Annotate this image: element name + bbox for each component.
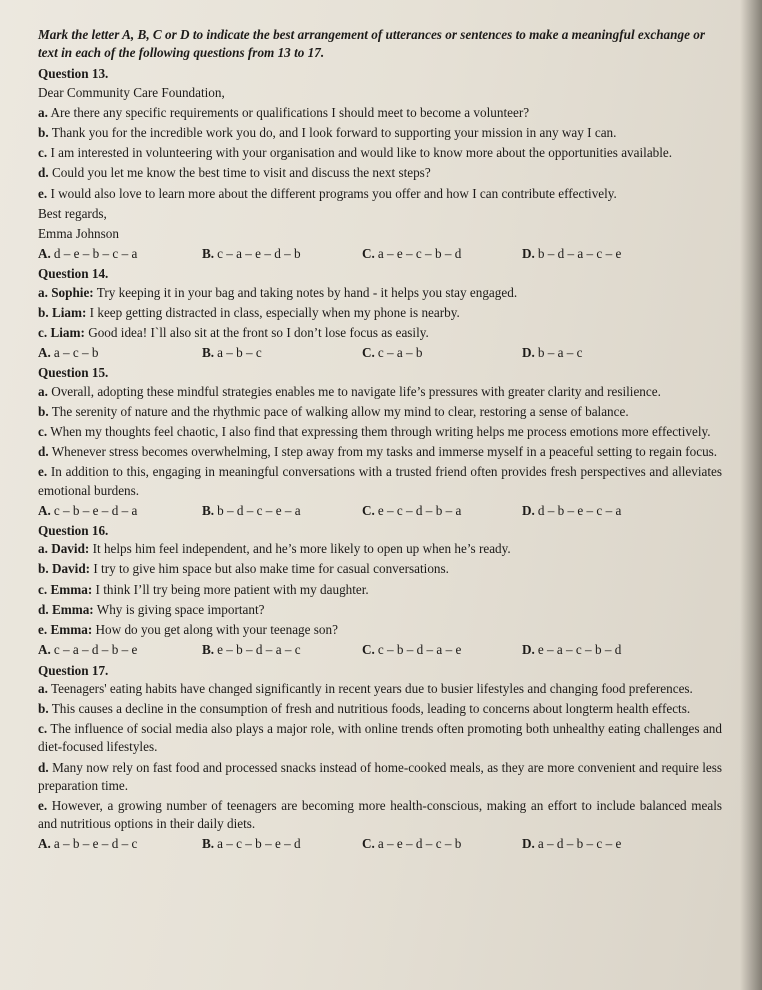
item-label: a. — [38, 104, 48, 120]
item-text: The serenity of nature and the rhythmic pace of walking allow my mind to clear, restoring a sense of balance. — [51, 403, 629, 419]
option-value: a – c – b – e – d — [217, 836, 301, 852]
option-c[interactable] — [362, 502, 522, 520]
speaker-name: Sophie: — [51, 284, 94, 300]
instruction-text: Mark the letter A, B, C or D to indicate the best arrangement of utterances or sentences to make a meaningful exchange or text in each of the following questions from 13 to 17. — [38, 27, 705, 61]
option-value: c – a – e – d – b — [217, 246, 301, 262]
option-letter: A. — [38, 642, 51, 658]
utterance-a — [38, 284, 722, 302]
item-text: Good idea! I`ll also sit at the front so I don’t lose focus as easily. — [88, 325, 429, 341]
speaker-name: David: — [51, 561, 91, 577]
option-c[interactable] — [362, 344, 522, 362]
option-value: b – d – a – c – e — [537, 246, 622, 262]
question-17 — [38, 662, 722, 854]
item-text: In addition to this, engaging in meaningful conversations with a trusted friend often provides fresh perspectives and alleviates emotional burdens. — [38, 464, 723, 498]
option-value: d – e – b – c – a — [53, 246, 138, 262]
option-value: c – a – b — [377, 345, 423, 361]
item-label: e. — [38, 185, 48, 201]
option-b[interactable] — [202, 641, 362, 659]
option-a[interactable] — [38, 641, 202, 659]
item-text: Teenagers' eating habits have changed significantly in recent years due to busier lifestyles and changing food preferences. — [50, 680, 693, 696]
option-d[interactable] — [522, 835, 686, 853]
item-text: I am interested in volunteering with your organisation and would like to know more about the opportunities available. — [50, 145, 673, 161]
sentence-b — [38, 403, 722, 421]
item-label: d. — [38, 444, 49, 460]
option-letter: B. — [202, 836, 215, 852]
option-letter: A. — [38, 246, 51, 262]
item-label: e. — [38, 797, 48, 813]
question-title: Question 14. — [38, 266, 109, 282]
option-value: b – a – c — [537, 345, 583, 361]
sentence-e — [38, 797, 722, 833]
speaker-name: Emma: — [51, 601, 94, 617]
item-text: Could you let me know the best time to visit and discuss the next steps? — [51, 165, 431, 181]
speaker-name: Emma: — [50, 581, 93, 597]
item-label: a. — [38, 541, 48, 557]
item-text: How do you get along with your teenage son? — [95, 622, 338, 638]
option-a[interactable] — [38, 502, 202, 520]
item-label: c. — [38, 145, 48, 161]
option-letter: D. — [522, 836, 535, 852]
speaker-name: Liam: — [50, 325, 85, 341]
option-letter: B. — [202, 502, 215, 518]
option-b[interactable] — [202, 344, 362, 362]
answer-options — [38, 835, 722, 853]
utterance-c — [38, 581, 722, 599]
item-label: e. — [38, 622, 48, 638]
item-label: c. — [38, 424, 48, 440]
option-a[interactable] — [38, 835, 202, 853]
item-label: d. — [38, 759, 49, 775]
question-14 — [38, 265, 722, 362]
item-label: b. — [38, 403, 49, 419]
option-value: e – a – c – b – d — [537, 642, 622, 658]
sentence-c — [38, 423, 722, 441]
option-value: d – b – e – c – a — [537, 502, 622, 518]
option-letter: A. — [38, 345, 51, 361]
option-value: c – b – e – d – a — [53, 502, 138, 518]
item-label: d. — [38, 165, 49, 181]
item-text: Overall, adopting these mindful strategies enables me to navigate life’s pressures with greater clarity and resilience. — [51, 383, 661, 399]
option-a[interactable] — [38, 245, 202, 263]
item-label: a. — [38, 383, 48, 399]
item-label: d. — [38, 601, 49, 617]
item-label: b. — [38, 125, 49, 141]
sentence-d — [38, 443, 722, 461]
speaker-name: Emma: — [50, 622, 93, 638]
sentence-b — [38, 124, 722, 142]
utterance-c — [38, 324, 722, 342]
option-value: e – c – d – b – a — [377, 502, 462, 518]
item-text: Many now rely on fast food and processed snacks instead of home-cooked meals, as they are more convenient and require less preparation time. — [38, 759, 722, 793]
page-edge-shadow — [740, 0, 762, 990]
sentence-a — [38, 680, 722, 698]
question-title: Question 15. — [38, 365, 109, 381]
utterance-a — [38, 540, 722, 558]
item-text: When my thoughts feel chaotic, I also find that expressing them through writing helps me process emotions more effectively. — [50, 424, 711, 440]
option-value: a – e – c – b – d — [377, 246, 462, 262]
option-b[interactable] — [202, 835, 362, 853]
option-d[interactable] — [522, 641, 686, 659]
item-text: Thank you for the incredible work you do, and I look forward to supporting your mission in any way I can. — [51, 125, 617, 141]
sentence-c — [38, 144, 722, 162]
option-value: a – e – d – c – b — [377, 836, 462, 852]
item-text: This causes a decline in the consumption of fresh and nutritious foods, leading to concerns about longterm health effects. — [51, 700, 691, 716]
option-value: b – d – c – e – a — [217, 502, 301, 518]
item-label: a. — [38, 284, 48, 300]
option-letter: B. — [202, 345, 215, 361]
letter-signature: Emma Johnson — [38, 226, 119, 242]
item-text: It helps him feel independent, and he’s more likely to open up when he’s ready. — [92, 541, 511, 557]
option-b[interactable] — [202, 245, 362, 263]
option-c[interactable] — [362, 245, 522, 263]
item-text: However, a growing number of teenagers are becoming more health-conscious, making an effort to include balanced meals and nutritious options in their daily diets. — [38, 797, 723, 832]
speaker-name: Liam: — [51, 304, 87, 320]
letter-closing: Best regards, — [38, 205, 107, 221]
option-letter: D. — [522, 345, 535, 361]
item-label: e. — [38, 464, 48, 480]
option-c[interactable] — [362, 835, 522, 853]
utterance-d — [38, 601, 722, 619]
option-b[interactable] — [202, 502, 362, 520]
option-a[interactable] — [38, 344, 202, 362]
utterance-e — [38, 621, 722, 639]
item-text: I think I’ll try being more patient with my daughter. — [95, 581, 369, 597]
item-text: Try keeping it in your bag and taking notes by hand - it helps you stay engaged. — [96, 284, 518, 300]
item-text: Whenever stress becomes overwhelming, I step away from my tasks and immerse myself in a peaceful setting to regain focus. — [51, 444, 718, 460]
sentence-a — [38, 383, 722, 401]
option-value: c – b – d – a – e — [377, 642, 462, 658]
option-letter: C. — [362, 502, 375, 518]
option-letter: C. — [362, 345, 375, 361]
item-text: I keep getting distracted in class, especially when my phone is nearby. — [89, 304, 460, 320]
option-c[interactable] — [362, 641, 522, 659]
option-d[interactable] — [522, 344, 686, 362]
item-text: Are there any specific requirements or qualifications I should meet to become a volunteer? — [50, 104, 530, 120]
option-letter: D. — [522, 246, 535, 262]
option-letter: A. — [38, 502, 51, 518]
option-letter: B. — [202, 642, 215, 658]
answer-options — [38, 502, 722, 520]
item-text: I would also love to learn more about the different programs you offer and how I can contribute effectively. — [50, 185, 617, 201]
sentence-d — [38, 164, 722, 182]
item-text: Why is giving space important? — [96, 601, 265, 617]
option-letter: D. — [522, 642, 535, 658]
speaker-name: David: — [51, 541, 90, 557]
option-value: e – b – d – a – c — [217, 642, 301, 658]
sentence-b — [38, 700, 722, 718]
question-title: Question 17. — [38, 662, 109, 678]
item-label: c. — [38, 325, 48, 341]
option-d[interactable] — [522, 245, 686, 263]
sentence-c — [38, 720, 722, 756]
item-text: The influence of social media also plays a major role, with online trends often promoting both unhealthy eating challenges and diet-focused lifestyles. — [38, 721, 722, 755]
item-label: b. — [38, 700, 49, 716]
question-title: Question 16. — [38, 523, 109, 539]
option-value: c – a – d – b – e — [53, 642, 138, 658]
sentence-e — [38, 185, 722, 203]
item-label: a. — [38, 680, 48, 696]
option-letter: C. — [362, 642, 375, 658]
option-value: a – c – b — [53, 345, 99, 361]
option-letter: C. — [362, 246, 375, 262]
letter-salutation: Dear Community Care Foundation, — [38, 84, 225, 100]
item-label: c. — [38, 581, 48, 597]
answer-options — [38, 641, 722, 659]
option-letter: B. — [202, 246, 215, 262]
utterance-b — [38, 560, 722, 578]
option-letter: D. — [522, 502, 535, 518]
question-15 — [38, 364, 722, 520]
option-d[interactable] — [522, 502, 686, 520]
item-label: b. — [38, 304, 49, 320]
utterance-b — [38, 304, 722, 322]
answer-options — [38, 245, 722, 263]
item-text: I try to give him space but also make time for casual conversations. — [93, 561, 449, 577]
option-value: a – b – c — [217, 345, 262, 361]
question-title: Question 13. — [38, 66, 109, 82]
sentence-e — [38, 463, 722, 499]
item-label: c. — [38, 721, 48, 737]
question-16 — [38, 522, 722, 659]
option-letter: A. — [38, 836, 51, 852]
option-value: a – b – e – d – c — [53, 836, 138, 852]
sentence-a — [38, 104, 722, 122]
answer-options — [38, 344, 722, 362]
question-13 — [38, 65, 722, 263]
option-value: a – d – b – c – e — [537, 836, 622, 852]
option-letter: C. — [362, 836, 375, 852]
sentence-d — [38, 759, 722, 795]
item-label: b. — [38, 561, 49, 577]
